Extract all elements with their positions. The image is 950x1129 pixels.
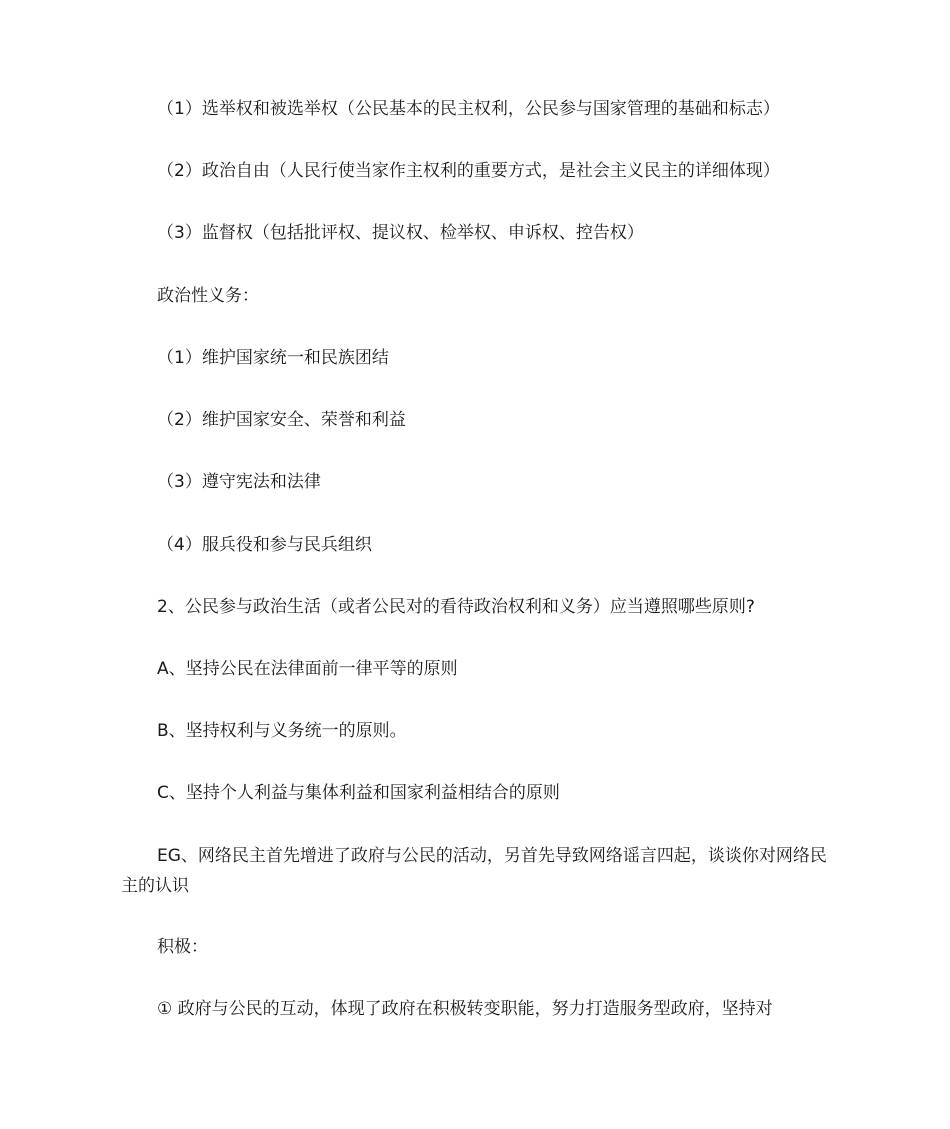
eg-paragraph: EG、网络民主首先增进了政府与公民的活动，另首先导致网络谣言四起，谈谈你对网络民主的认识 [121, 846, 827, 896]
positive-label: 积极： [157, 937, 208, 957]
principle-b: B、坚持权利与义务统一的原则。 [157, 721, 407, 741]
section-heading-political-duties: 政治性义务： [157, 286, 259, 306]
duty-item-military: （4）服兵役和参与民兵组织 [157, 535, 372, 555]
duty-item-security: （2）维护国家安全、荣誉和利益 [157, 410, 406, 430]
point-1: ① 政府与公民的互动，体现了政府在积极转变职能，努力打造服务型政府，坚持对 [157, 999, 773, 1019]
principle-a: A、坚持公民在法律面前一律平等的原则 [157, 659, 458, 679]
duty-item-unity: （1）维护国家统一和民族团结 [157, 348, 389, 368]
principle-c: C、坚持个人利益与集体利益和国家利益相结合的原则 [157, 783, 560, 803]
right-item-election: （1）选举权和被选举权（公民基本的民主权利，公民参与国家管理的基础和标志） [157, 99, 780, 119]
duty-item-constitution: （3）遵守宪法和法律 [157, 472, 321, 492]
right-item-supervision: （3）监督权（包括批评权、提议权、检举权、申诉权、控告权） [157, 223, 644, 243]
right-item-political-freedom: （2）政治自由（人民行使当家作主权利的重要方式，是社会主义民主的详细体现） [157, 161, 780, 181]
question-principles: 2、公民参与政治生活（或者公民对的看待政治权利和义务）应当遵照哪些原则? [157, 597, 755, 617]
